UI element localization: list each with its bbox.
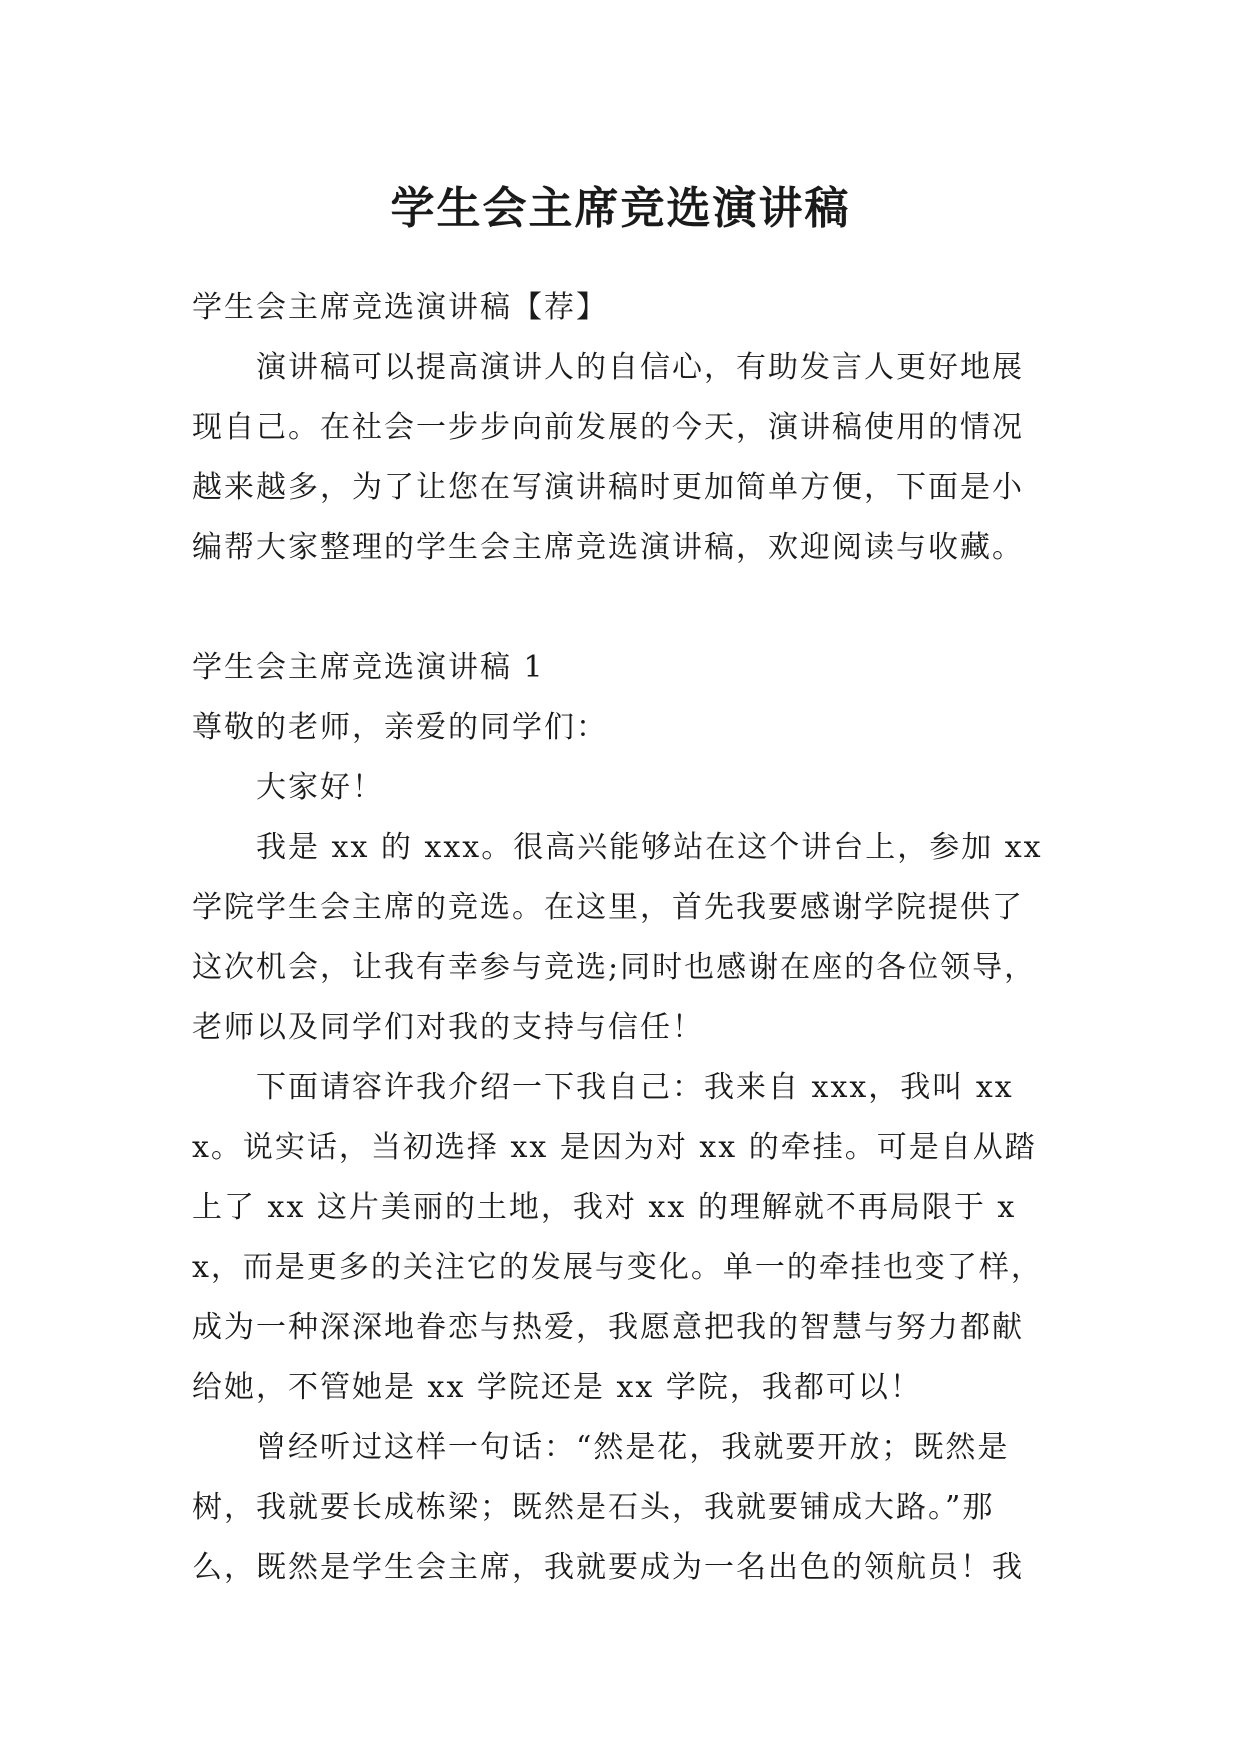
body-paragraph-2: 下面请容许我介绍一下我自己：我来自 xxx，我叫 xxx。说实话，当初选择 xx 是因为对 xx 的牵挂。可是自从踏上了 xx 这片美丽的土地，我对 xx 的理解就不再局限于 xx，而是更多的关注它的发展与变化。单一的牵挂也变了样，成为一种深深地眷恋与热爱，我愿意把我的智慧与努力都献给她，不管她是 xx 学院还是 xx 学院，我都可以！ — [192, 1070, 1043, 1405]
document-body — [192, 278, 1052, 1598]
paragraph-spacer — [192, 578, 1052, 638]
greeting: 大家好！ — [256, 770, 384, 805]
document-title: 学生会主席竞选演讲稿 — [390, 183, 851, 235]
salutation: 尊敬的老师，亲爱的同学们： — [192, 710, 608, 745]
document-subtitle: 学生会主席竞选演讲稿【荐】 — [192, 290, 608, 325]
body-paragraph-3: 曾经听过这样一句话：“然是花，我就要开放；既然是树，我就要长成栋梁；既然是石头，我就要铺成大路。”那么，既然是学生会主席，我就要成为一名出色的领航员！我 — [192, 1430, 1024, 1585]
body-paragraph-1: 我是 xx 的 xxx。很高兴能够站在这个讲台上，参加 xx 学院学生会主席的竞选。在这里，首先我要感谢学院提供了这次机会，让我有幸参与竞选;同时也感谢在座的各位领导，老师以及同学们对我的支持与信任！ — [192, 830, 1043, 1045]
section-heading: 学生会主席竞选演讲稿 1 — [192, 650, 545, 685]
intro-paragraph: 演讲稿可以提高演讲人的自信心，有助发言人更好地展现自己。在社会一步步向前发展的今天，演讲稿使用的情况越来越多，为了让您在写演讲稿时更加简单方便，下面是小编帮大家整理的学生会主席竞选演讲稿，欢迎阅读与收藏。 — [192, 350, 1024, 565]
